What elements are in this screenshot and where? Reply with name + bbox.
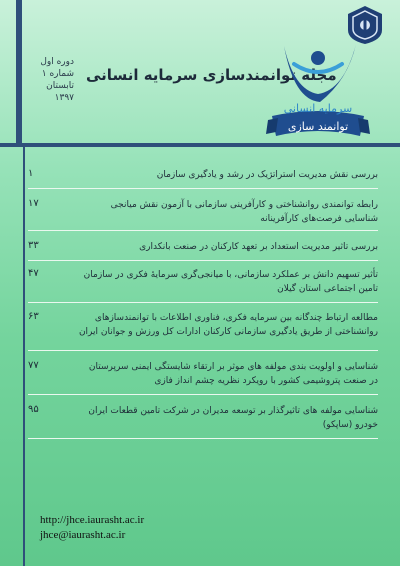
toc-item-page: ۶۳ bbox=[28, 311, 39, 322]
toc-divider bbox=[28, 438, 378, 439]
issue-number-label: شماره ۱ bbox=[41, 69, 74, 79]
frame-top-rule bbox=[0, 143, 400, 147]
toc-item-page: ۱۷ bbox=[28, 198, 39, 209]
email-link[interactable]: jhce@iaurasht.ac.ir bbox=[40, 529, 126, 541]
logo-text-banner: توانمند سازی bbox=[287, 120, 349, 133]
season-year-label: تابستان ۱۳۹۷ bbox=[46, 81, 74, 103]
toc-item-page: ۱ bbox=[28, 168, 34, 179]
toc-item-page: ۴۷ bbox=[28, 268, 39, 279]
footer-contact bbox=[40, 513, 144, 543]
toc-item-title: تأثیر تسهیم دانش بر عملکرد سازمانی، با میانجی‌گری سرمایهٔ فکری در سازمان تامین اجتماعی استان گیلان bbox=[83, 270, 378, 294]
toc-divider bbox=[28, 350, 378, 351]
toc-item-title: بررسی نقش مدیریت استراتژیک در رشد و یادگیری سازمان bbox=[156, 170, 378, 180]
website-link[interactable]: http://jhce.iaurasht.ac.ir bbox=[40, 514, 145, 526]
toc-divider bbox=[28, 230, 378, 231]
toc-item-title: شناسایی و اولویت بندی مولفه های موثر بر ارتقاء شایستگی ایمنی سرپرستان در صنعت پتروشیمی کشور با رویکرد نظریه چشم انداز فازی bbox=[88, 362, 378, 386]
toc-item-page: ۹۵ bbox=[28, 404, 39, 415]
volume-label: دوره اول bbox=[40, 57, 74, 67]
journal-logo-icon bbox=[264, 40, 372, 146]
logo-text-top: سرمایه انسانی bbox=[283, 102, 353, 115]
toc-item-title: رابطه توانمندی روانشناختی و کارآفرینی سازمانی با آزمون نقش میانجی شناسایی فرصت‌های کارآفرینانه bbox=[110, 200, 378, 224]
frame-left-rule bbox=[23, 143, 25, 566]
journal-title: مجله توانمندسازی سرمایه انسانی bbox=[86, 66, 337, 84]
toc-item-page: ۳۳ bbox=[28, 240, 39, 251]
toc-divider bbox=[28, 302, 378, 303]
toc-divider bbox=[28, 188, 378, 189]
decorative-ribbon bbox=[16, 0, 22, 143]
issue-info bbox=[30, 56, 74, 104]
toc-item-page: ۷۷ bbox=[28, 360, 39, 371]
toc-item-title: شناسایی مولفه های تاثیرگذار بر توسعه مدیران در شرکت تامین قطعات ایران خودرو (ساپکو) bbox=[88, 406, 378, 430]
toc-item-title: بررسی تاثیر مدیریت استعداد بر تعهد کارکنان در صنعت بانکداری bbox=[139, 242, 378, 252]
toc-divider bbox=[28, 394, 378, 395]
toc-item-title: مطالعه ارتباط چندگانه بین سرمایه فکری، فناوری اطلاعات با توانمندسازهای روانشناختی از طریق یادگیری سازمانی کارکنان ادارات کل ورزش و جوانان ایران bbox=[78, 313, 378, 337]
toc-divider bbox=[28, 260, 378, 261]
